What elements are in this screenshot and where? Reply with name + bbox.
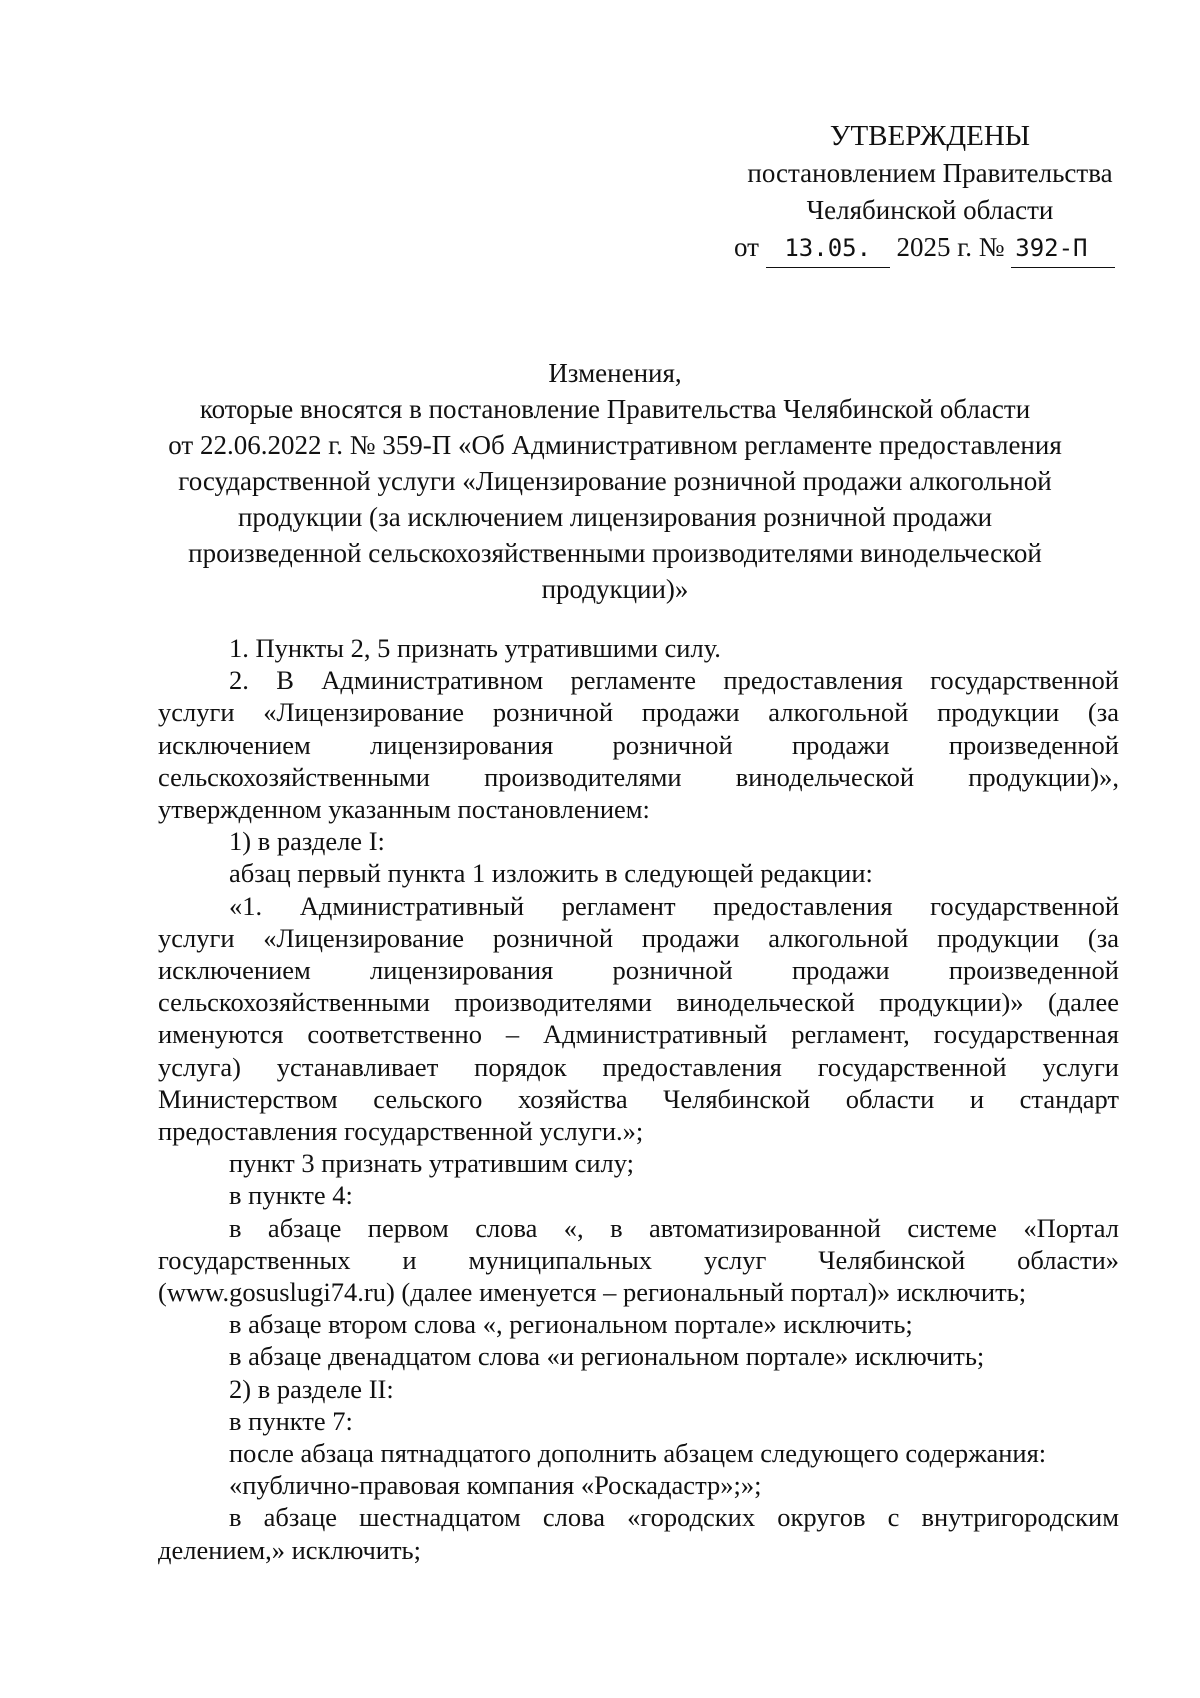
paragraph-5-line: услуга) устанавливает порядок предоставления государственной услуги xyxy=(158,1051,1119,1082)
paragraph-7: в пункте 4: xyxy=(229,1180,353,1211)
paragraph-2-line: исключением лицензирования розничной продажи произведенной xyxy=(158,729,1119,760)
paragraph-5-line: именуются соответственно – Административный регламент, государственная xyxy=(158,1019,1119,1050)
paragraph-9: в абзаце втором слова «, региональном портале» исключить; xyxy=(229,1309,913,1340)
approval-stamp xyxy=(720,118,1140,268)
title-line: которые вносятся в постановление Правительства Челябинской области xyxy=(199,394,1031,424)
paragraph-5-line: услуги «Лицензирование розничной продажи алкогольной продукции (за xyxy=(158,922,1119,953)
paragraph-5-line: исключением лицензирования розничной продажи произведенной xyxy=(158,955,1119,986)
paragraph-5-line: сельскохозяйственными производителями винодельческой продукции)» (далее xyxy=(158,987,1119,1018)
paragraph-5-line: Министерством сельского хозяйства Челябинской области и стандарт xyxy=(158,1083,1119,1114)
paragraph-2-line: 2. В Административном регламенте предоставления государственной xyxy=(229,665,1119,696)
paragraph-8-line: государственных и муниципальных услуг Челябинской области» xyxy=(158,1244,1119,1275)
paragraph-5-line: предоставления государственной услуги.»; xyxy=(158,1116,644,1147)
title-line: произведенной сельскохозяйственными производителями винодельческой xyxy=(188,538,1042,568)
paragraph-2-line: услуги «Лицензирование розничной продажи алкогольной продукции (за xyxy=(158,697,1119,728)
approval-line-1: постановлением Правительства xyxy=(747,158,1113,188)
paragraph-4: абзац первый пункта 1 изложить в следующей редакции: xyxy=(229,858,873,889)
title-line: от 22.06.2022 г. № 359-П «Об Административном регламенте предоставления xyxy=(168,430,1062,460)
paragraph-3: 1) в разделе I: xyxy=(229,826,385,857)
paragraph-8-line: в абзаце первом слова «, в автоматизированной системе «Портал xyxy=(229,1212,1119,1243)
approval-date-line xyxy=(720,229,1140,268)
date-prefix: от xyxy=(734,232,759,262)
title-line: Изменения, xyxy=(548,358,682,388)
number-value: 392-П xyxy=(1011,230,1115,268)
document-body xyxy=(158,632,1119,1566)
paragraph-15-line: делением,» исключить; xyxy=(158,1534,421,1565)
year-text: 2025 г. № xyxy=(896,232,1005,262)
title-line: продукции)» xyxy=(541,574,689,604)
paragraph-8-line: (www.gosuslugi74.ru) (далее именуется – региональный портал)» исключить; xyxy=(158,1277,1027,1308)
paragraph-5-line: «1. Административный регламент предоставления государственной xyxy=(229,890,1119,921)
paragraph-10: в абзаце двенадцатом слова «и региональном портале» исключить; xyxy=(229,1341,985,1372)
paragraph-11: 2) в разделе II: xyxy=(229,1373,394,1404)
title-line: государственной услуги «Лицензирование розничной продажи алкогольной xyxy=(178,466,1052,496)
paragraph-6: пункт 3 признать утратившим силу; xyxy=(229,1148,635,1179)
date-value: 13.05. xyxy=(766,230,890,268)
paragraph-12: в пункте 7: xyxy=(229,1405,353,1436)
paragraph-1: 1. Пункты 2, 5 признать утратившими силу. xyxy=(229,633,721,663)
paragraph-2-line: сельскохозяйственными производителями винодельческой продукции)», xyxy=(158,761,1119,792)
paragraph-14: «публично-правовая компания «Роскадастр»;»; xyxy=(229,1470,762,1501)
approval-line-2: Челябинской области xyxy=(806,195,1054,225)
approval-heading: УТВЕРЖДЕНЫ xyxy=(829,120,1031,152)
paragraph-2-line: утвержденном указанным постановлением: xyxy=(158,794,650,825)
title-line: продукции (за исключением лицензирования розничной продажи xyxy=(237,502,993,532)
document-title xyxy=(150,355,1080,607)
paragraph-15-line: в абзаце шестнадцатом слова «городских округов с внутригородским xyxy=(229,1502,1119,1533)
paragraph-13: после абзаца пятнадцатого дополнить абзацем следующего содержания: xyxy=(229,1438,1047,1469)
